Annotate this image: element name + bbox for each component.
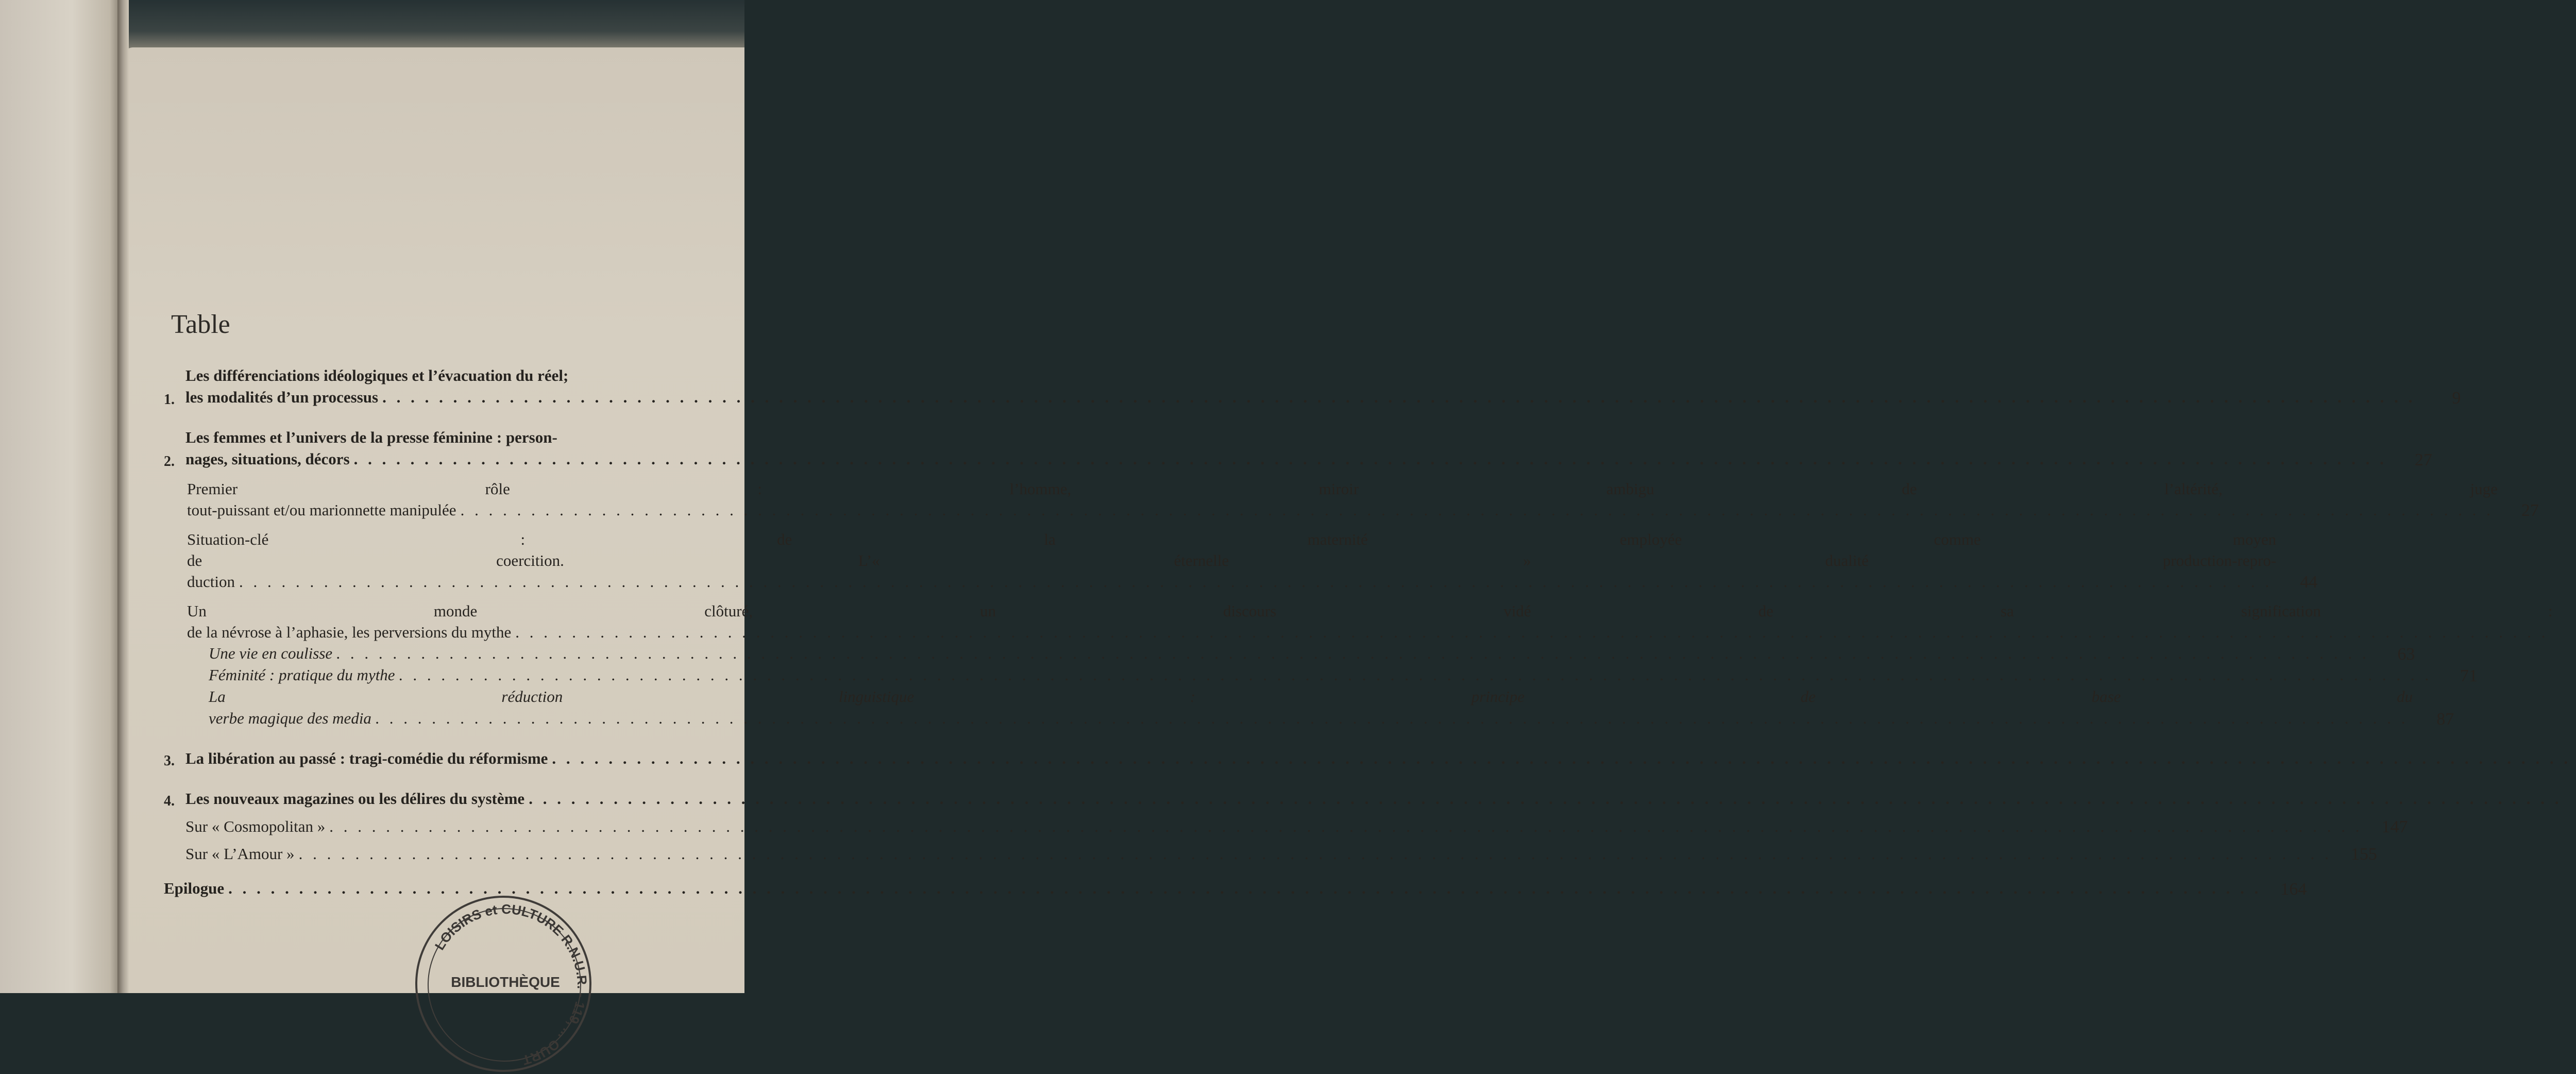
chapter-title-line: Les femmes et l’univers de la presse féminine : person- [185,428,557,446]
section-title-line: Sur « L’Amour » [185,845,295,863]
page-number: 155 [2350,845,2377,864]
dot-leader [382,387,2415,408]
section-title-line: Premier rôle : l’homme, miroir ambigu de l’altérité, juge [187,480,2498,498]
section-title-line: duction [187,573,235,591]
toc-section [187,600,2553,643]
dot-leader [529,788,2562,810]
section-title-line: tout-puissant et/ou marionnette manipulée [187,501,456,519]
section-title-line: de coercition. L’« éternelle » dualité production-repro- [187,551,2277,569]
dot-leader [299,843,2332,864]
page-number: 164 [2280,880,2307,899]
page-number [2566,790,2576,810]
section-title-line: Un monde clôturé, un discours vidé de sa signification : [187,602,2553,620]
page-number: 27 [2414,450,2432,469]
toc-subsection [209,664,2478,686]
page-number: 87 [2436,710,2454,729]
toc-section [185,816,2408,837]
stamp-center-text: BIBLIOTHÈQUE [451,974,560,990]
toc-section [185,843,2377,864]
subsection-title-line: La réduction linguistique : principe de base du [209,687,2413,706]
toc-chapter-2 [164,427,2432,470]
subsection-title-line: Féminité : pratique du mythe [209,666,395,684]
left-page [0,0,120,993]
page-number: 63 [2397,645,2415,664]
chapter-number: 1. [164,392,175,408]
dot-leader [354,448,2387,470]
page-number: 44 [2300,573,2318,592]
chapter-number: 3. [164,753,175,769]
svg-text:LOISIRS et CULTURE R.N.U.R. -: LOISIRS et CULTURE R.N.U.R. - 119, ... OURT [431,901,590,1068]
dot-leader [336,643,2369,664]
section-title-line: de la névrose à l’aphasie, les perversions du mythe [187,623,512,641]
page-number: 147 [2381,817,2408,836]
toc-epilogue [164,878,2307,899]
dot-leader [228,878,2261,899]
dot-leader [239,571,2272,592]
dot-leader [376,708,2409,729]
toc-chapter-4 [164,788,710,810]
page-number: 71 [2460,666,2478,685]
toc-chapter-3 [164,748,710,769]
page-title: Table [171,310,230,339]
section-title-line: Situation-clé : de la maternité employée comme moyen [187,530,2277,548]
section-title-line: Sur « Cosmopolitan » [185,817,326,835]
library-stamp [415,896,591,1072]
dot-leader [399,664,2432,686]
page-number: 9 [2452,389,2461,408]
toc-chapter-1 [164,365,2461,408]
dot-leader [515,622,2548,643]
chapter-title-line: Les différenciations idéologiques et l’évacuation du réel; [185,366,569,384]
book-gutter [117,0,129,993]
subsection-title-line: Une vie en coulisse [209,644,333,662]
chapter-title-line: les modalités d’un processus [185,388,379,406]
chapter-title-line: La libération au passé : tragi-comédie du réformisme [185,749,548,767]
chapter-number: 2. [164,454,175,469]
subsection-title-line: verbe magique des media [209,709,371,727]
dot-leader [552,748,2576,769]
table-of-contents [164,365,2553,899]
epilogue-label: Epilogue [164,879,225,897]
page-number [2553,623,2576,643]
chapter-title-line: nages, situations, décors [185,450,350,468]
dot-leader [329,816,2362,837]
toc-section [187,529,2318,592]
chapter-number: 4. [164,793,175,809]
toc-subsection [209,686,2454,729]
toc-section [187,478,2539,521]
chapter-title-line: Les nouveaux magazines ou les délires du système [185,790,525,808]
toc-subsection [209,643,2415,664]
dot-leader [461,499,2494,521]
page-number: 27 [2521,501,2539,520]
